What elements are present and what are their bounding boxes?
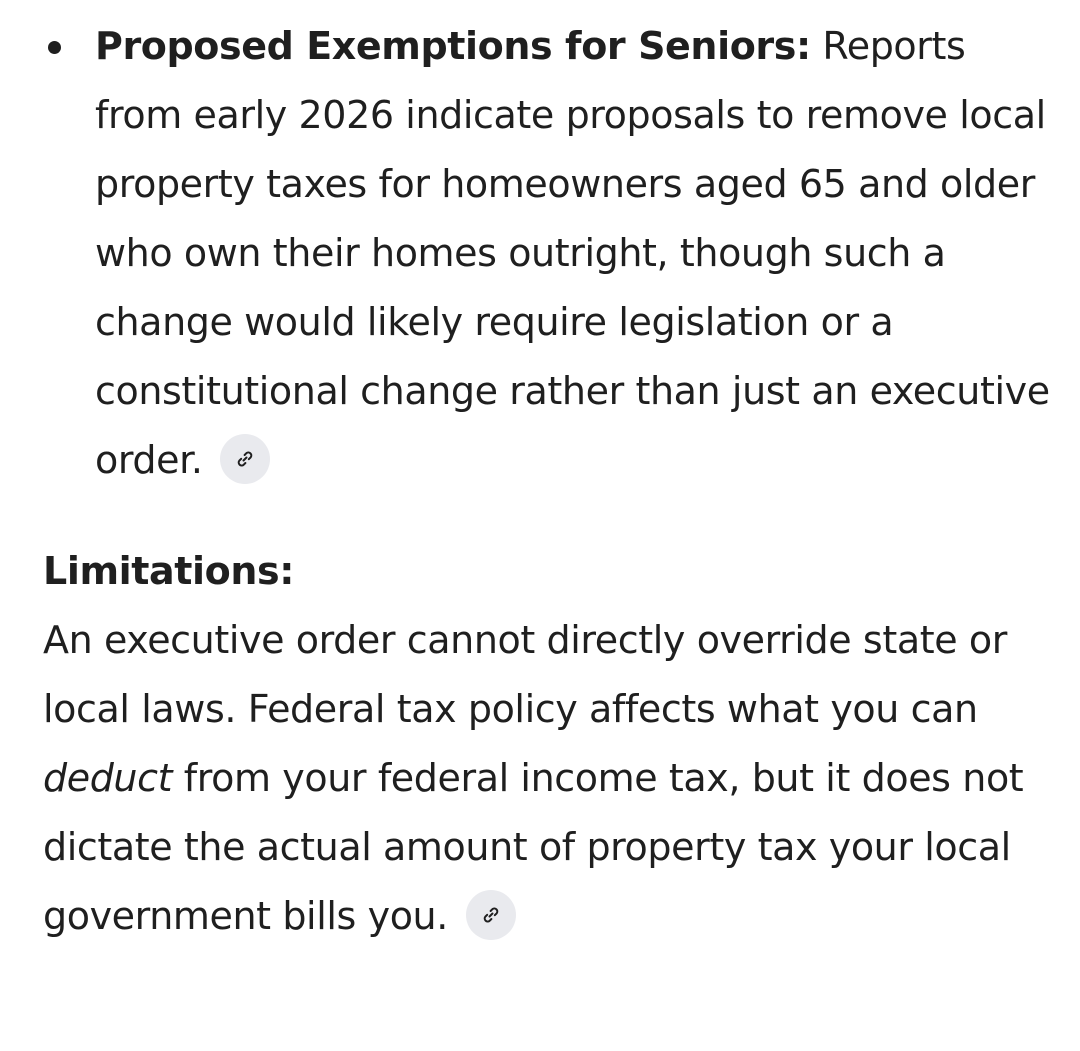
limitations-emphasis: deduct <box>43 756 173 800</box>
bullet-text: Reports from early 2026 indicate proposals to remove local property taxes for homeowners aged 65 and older who own their homes outright, though such a change would likely require legislation or a constitutional change rather than just an executive order. <box>95 24 1050 482</box>
list-item <box>43 12 1053 495</box>
link-icon <box>233 447 257 471</box>
limitations-paragraph <box>43 606 1053 951</box>
response-content <box>43 12 1053 951</box>
link-icon <box>479 903 503 927</box>
source-link-button[interactable] <box>220 434 270 484</box>
bullet-dot <box>48 41 61 54</box>
limitations-heading: Limitations: <box>43 549 295 593</box>
limitations-text-part-2: from your federal income tax, but it does not dictate the actual amount of property tax your local government bills you. <box>43 756 1024 938</box>
source-link-button[interactable] <box>466 890 516 940</box>
limitations-text-part-1: An executive order cannot directly override state or local laws. Federal tax policy affects what you can <box>43 618 1007 731</box>
bullet-heading: Proposed Exemptions for Seniors: <box>95 24 811 68</box>
